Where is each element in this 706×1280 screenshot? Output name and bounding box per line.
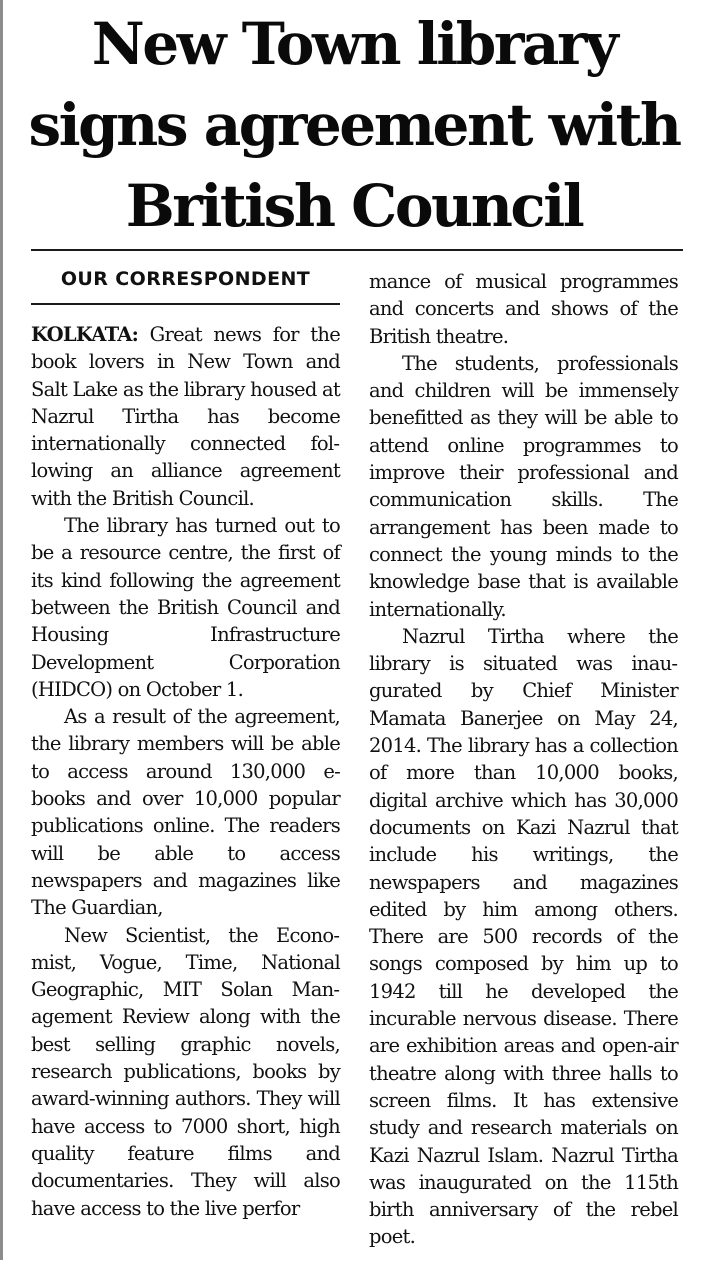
dateline: KOLKATA: [31, 323, 139, 346]
lead-paragraph [31, 321, 340, 512]
body-paragraph: The students, professionals and children will be immensely benefitted as they will be able to attend online programmes to improve their professional and communication skills. The arrangement has been made to connect the young minds to the knowledge base that is available internationally. [369, 351, 678, 621]
headline [22, 4, 686, 247]
byline: OUR CORRESPONDENT [60, 268, 311, 290]
body-paragraph: Nazrul Tirtha where the library is situated was inaugurated by Chief Minister Mamata Banerjee on May 24, 2014. The library has a collection of more than 10,000 books, digital archive which has 30,000 documents on Kazi Nazrul that include his writings, the newspapers and magazines edited by him among others. There are 500 records of the songs composed by him up to 1942 till he developed the incurable nervous disease. There are exhibition areas and open-air theatre along with three halls to screen films. It has extensive study and research materials on Kazi Nazrul Islam. Nazrul Tirtha was inaugurated on the 115th birth anniversary of the rebel poet. [369, 624, 678, 1249]
byline-divider [31, 303, 340, 305]
body-paragraph-continued: mance of musical programmes and concerts and shows of the British theatre. [369, 270, 678, 348]
body-paragraph: The library has turned out to be a resource centre, the first of its kind following the agreement between the British Council and Housing Infrastructure Development Corporation (HIDCO) on October 1. [31, 514, 340, 701]
headline-divider [31, 249, 683, 251]
page-edge-rule [0, 0, 3, 1260]
headline-line-1: New Town library [91, 10, 617, 78]
lead-text: Great news for the book lovers in New Town and Salt Lake as the library housed at Nazrul Tirtha has become internationally connected following an alliance agreement with the British Council. [31, 323, 340, 510]
article-column-right [369, 268, 678, 1251]
headline-line-3: British Council [125, 172, 583, 240]
article-column-left [31, 321, 340, 1222]
body-paragraph: As a result of the agreement, the library members will be able to access around 130,000 e-books and over 10,000 popular publications online. The readers will be able to access newspapers and magazines like The Guardian, [31, 705, 340, 920]
headline-line-2: signs agreement with [28, 91, 680, 159]
body-paragraph: New Scientist, the Economist, Vogue, Time, National Geographic, MIT Solan Management Review along with the best selling graphic novels, research publications, books by award-winning authors. They will have access to 7000 short, high quality feature films and documentaries. They will also have access to the live perfor [31, 923, 340, 1220]
